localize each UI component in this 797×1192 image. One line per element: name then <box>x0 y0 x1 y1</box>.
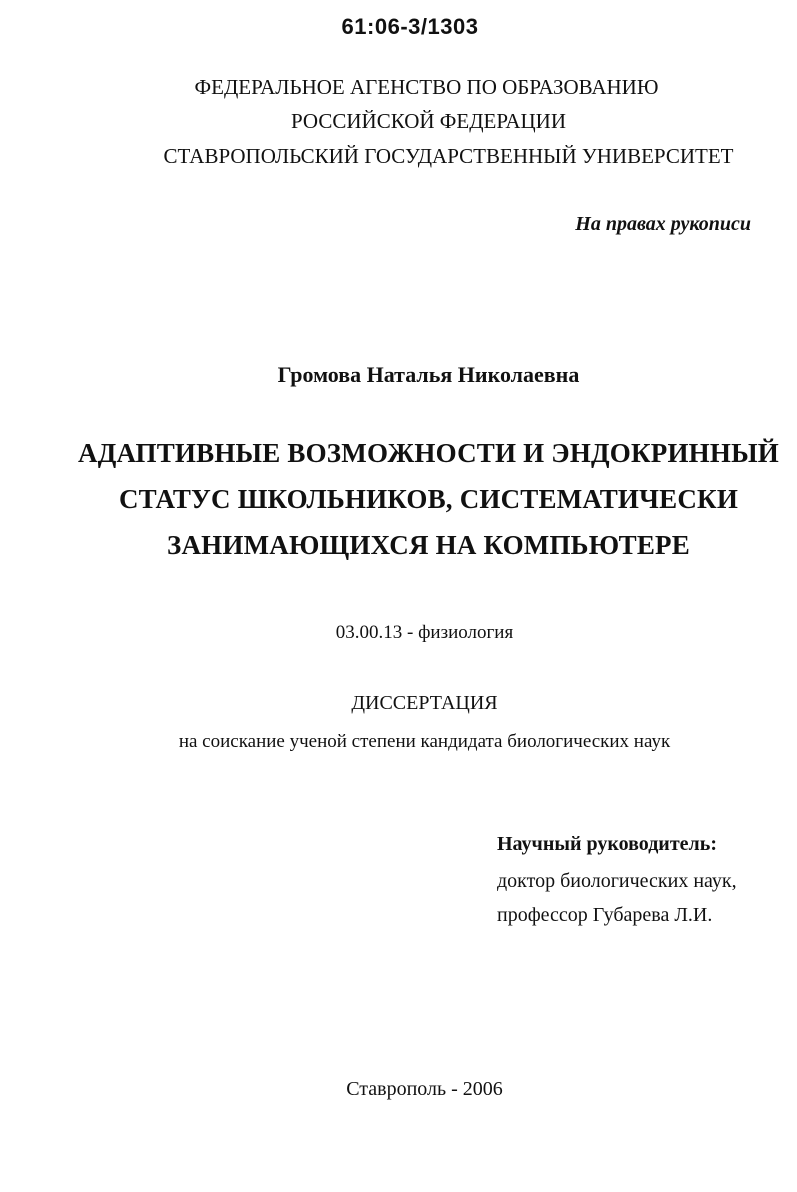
work-type: ДИССЕРТАЦИЯ <box>351 692 498 714</box>
supervisor-name: профессор Губарева Л.И. <box>497 904 713 926</box>
degree-line: на соискание ученой степени кандидата биологических наук <box>178 731 671 752</box>
specialty: 03.00.13 - физиология <box>335 622 514 643</box>
title-line-2: СТАТУС ШКОЛЬНИКОВ, СИСТЕМАТИЧЕСКИ <box>118 484 739 514</box>
city-year: Ставрополь - 2006 <box>346 1078 503 1100</box>
title-line-1: АДАПТИВНЫЕ ВОЗМОЖНОСТИ И ЭНДОКРИННЫЙ <box>78 438 779 468</box>
organization-line-3: СТАВРОПОЛЬСКИЙ ГОСУДАРСТВЕННЫЙ УНИВЕРСИТЕТ <box>163 144 734 168</box>
supervisor-label: Научный руководитель: <box>497 833 717 855</box>
organization-line-2: РОССИЙСКОЙ ФЕДЕРАЦИИ <box>291 109 566 133</box>
organization-line-1: ФЕДЕРАЛЬНОЕ АГЕНСТВО ПО ОБРАЗОВАНИЮ <box>194 75 659 99</box>
author-name: Громова Наталья Николаевна <box>277 362 580 387</box>
supervisor-degree: доктор биологических наук, <box>497 870 737 892</box>
rights-note: На правах рукописи <box>575 213 751 235</box>
archive-code: 61:06-3/1303 <box>341 14 479 39</box>
title-line-3: ЗАНИМАЮЩИХСЯ НА КОМПЬЮТЕРЕ <box>167 530 690 560</box>
